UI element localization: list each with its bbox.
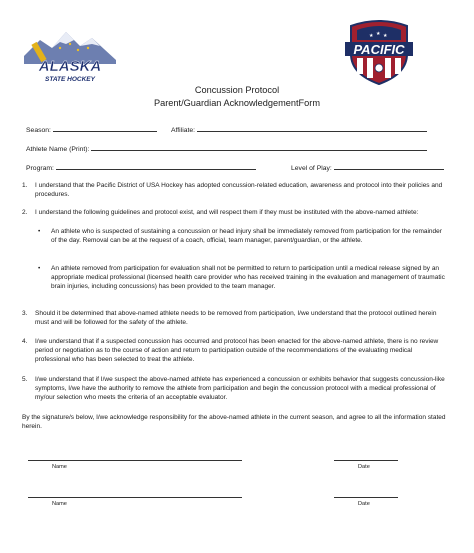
level-of-play-field	[291, 162, 444, 172]
item-number: 1.	[22, 182, 28, 189]
affiliate-input[interactable]	[197, 124, 427, 132]
alaska-state-hockey-logo	[22, 26, 118, 84]
svg-text:★: ★	[383, 33, 388, 39]
athlete-name-label: Athlete Name (Print):	[26, 146, 90, 153]
svg-text:★: ★	[369, 33, 374, 39]
signature-name-line[interactable]	[28, 497, 242, 498]
signature-date-label: Date	[358, 464, 370, 470]
list-item: I/we understand that if a suspected concussion has occurred and protocol has been enacted for the above-named athlete, there is no review period or negotiation as to the course of action and return to participation outside of the recommendations of the evaluating medical professional who has been selected to treat the athlete.	[35, 338, 439, 363]
program-field	[26, 162, 256, 172]
pacific-district-logo	[343, 18, 415, 86]
bullet: •	[38, 228, 41, 235]
program-input[interactable]	[56, 162, 256, 170]
signature-name-label: Name	[52, 501, 67, 507]
list-item: I understand that the Pacific District of USA Hockey has adopted concussion-related education, awareness and protocol into their policies and procedures.	[35, 182, 443, 198]
list-item: I/we understand that if I/we suspect the above-named athlete has experienced a concussion or exhibits behavior that suggests concussion-like symptoms, I/we have the authority to remove the athlete from participation and begin the concussion protocol with a medical professional of my/our selection who meets the criteria of an acceptable evaluator.	[35, 376, 445, 401]
list-item: I understand the following guidelines and protocol exist, and will respect them if they must be instituted with the above-named athlete:	[35, 209, 419, 216]
signature-date-line[interactable]	[334, 497, 398, 498]
item-number: 4.	[22, 338, 28, 345]
bullet: •	[38, 265, 41, 272]
sub-list-item: An athlete who is suspected of sustaining a concussion or head injury shall be immediately removed from participation for the remainder of the day. Removal can be at the request of a coach, official, team manager, parent/guardian, or the athlete.	[51, 228, 442, 244]
signature-date-line[interactable]	[334, 460, 398, 461]
signature-date-label: Date	[358, 501, 370, 507]
program-label: Program:	[26, 165, 54, 172]
athlete-name-field	[26, 143, 427, 153]
season-field	[26, 124, 157, 134]
affiliate-field	[171, 124, 427, 134]
level-of-play-input[interactable]	[334, 162, 444, 170]
list-item: Should it be determined that above-named athlete needs to be removed from participation, I/we understand that the protocol outlined herein must and will be followed for the safety of the athlete.	[35, 310, 437, 326]
sub-list-item: An athlete removed from participation for evaluation shall not be permitted to return to participation until a medical release signed by an appropriate medical professional (licensed health care provider who has received training in the evaluation and management of traumatic brain injuries, including concussions) has been provided to the team manager.	[51, 265, 445, 290]
form-subtitle: Parent/Guardian AcknowledgementForm	[154, 98, 320, 108]
alaska-wordmark: ALASKA	[38, 58, 102, 75]
closing-statement: By the signature/s below, I/we acknowledge responsibility for the above-named athlete in the current season, and agree to all the information stated herein.	[22, 414, 446, 430]
svg-text:★: ★	[376, 31, 381, 37]
item-number: 2.	[22, 209, 28, 216]
season-label: Season:	[26, 127, 51, 134]
form-title: Concussion Protocol	[194, 85, 280, 95]
level-of-play-label: Level of Play:	[291, 165, 332, 172]
signature-name-line[interactable]	[28, 460, 242, 461]
state-hockey-wordmark: STATE HOCKEY	[45, 76, 95, 83]
pacific-wordmark: PACIFIC	[353, 42, 405, 57]
item-number: 3.	[22, 310, 28, 317]
affiliate-label: Affiliate:	[171, 127, 196, 134]
athlete-name-input[interactable]	[91, 143, 427, 151]
season-input[interactable]	[53, 124, 157, 132]
item-number: 5.	[22, 376, 28, 383]
signature-name-label: Name	[52, 464, 67, 470]
